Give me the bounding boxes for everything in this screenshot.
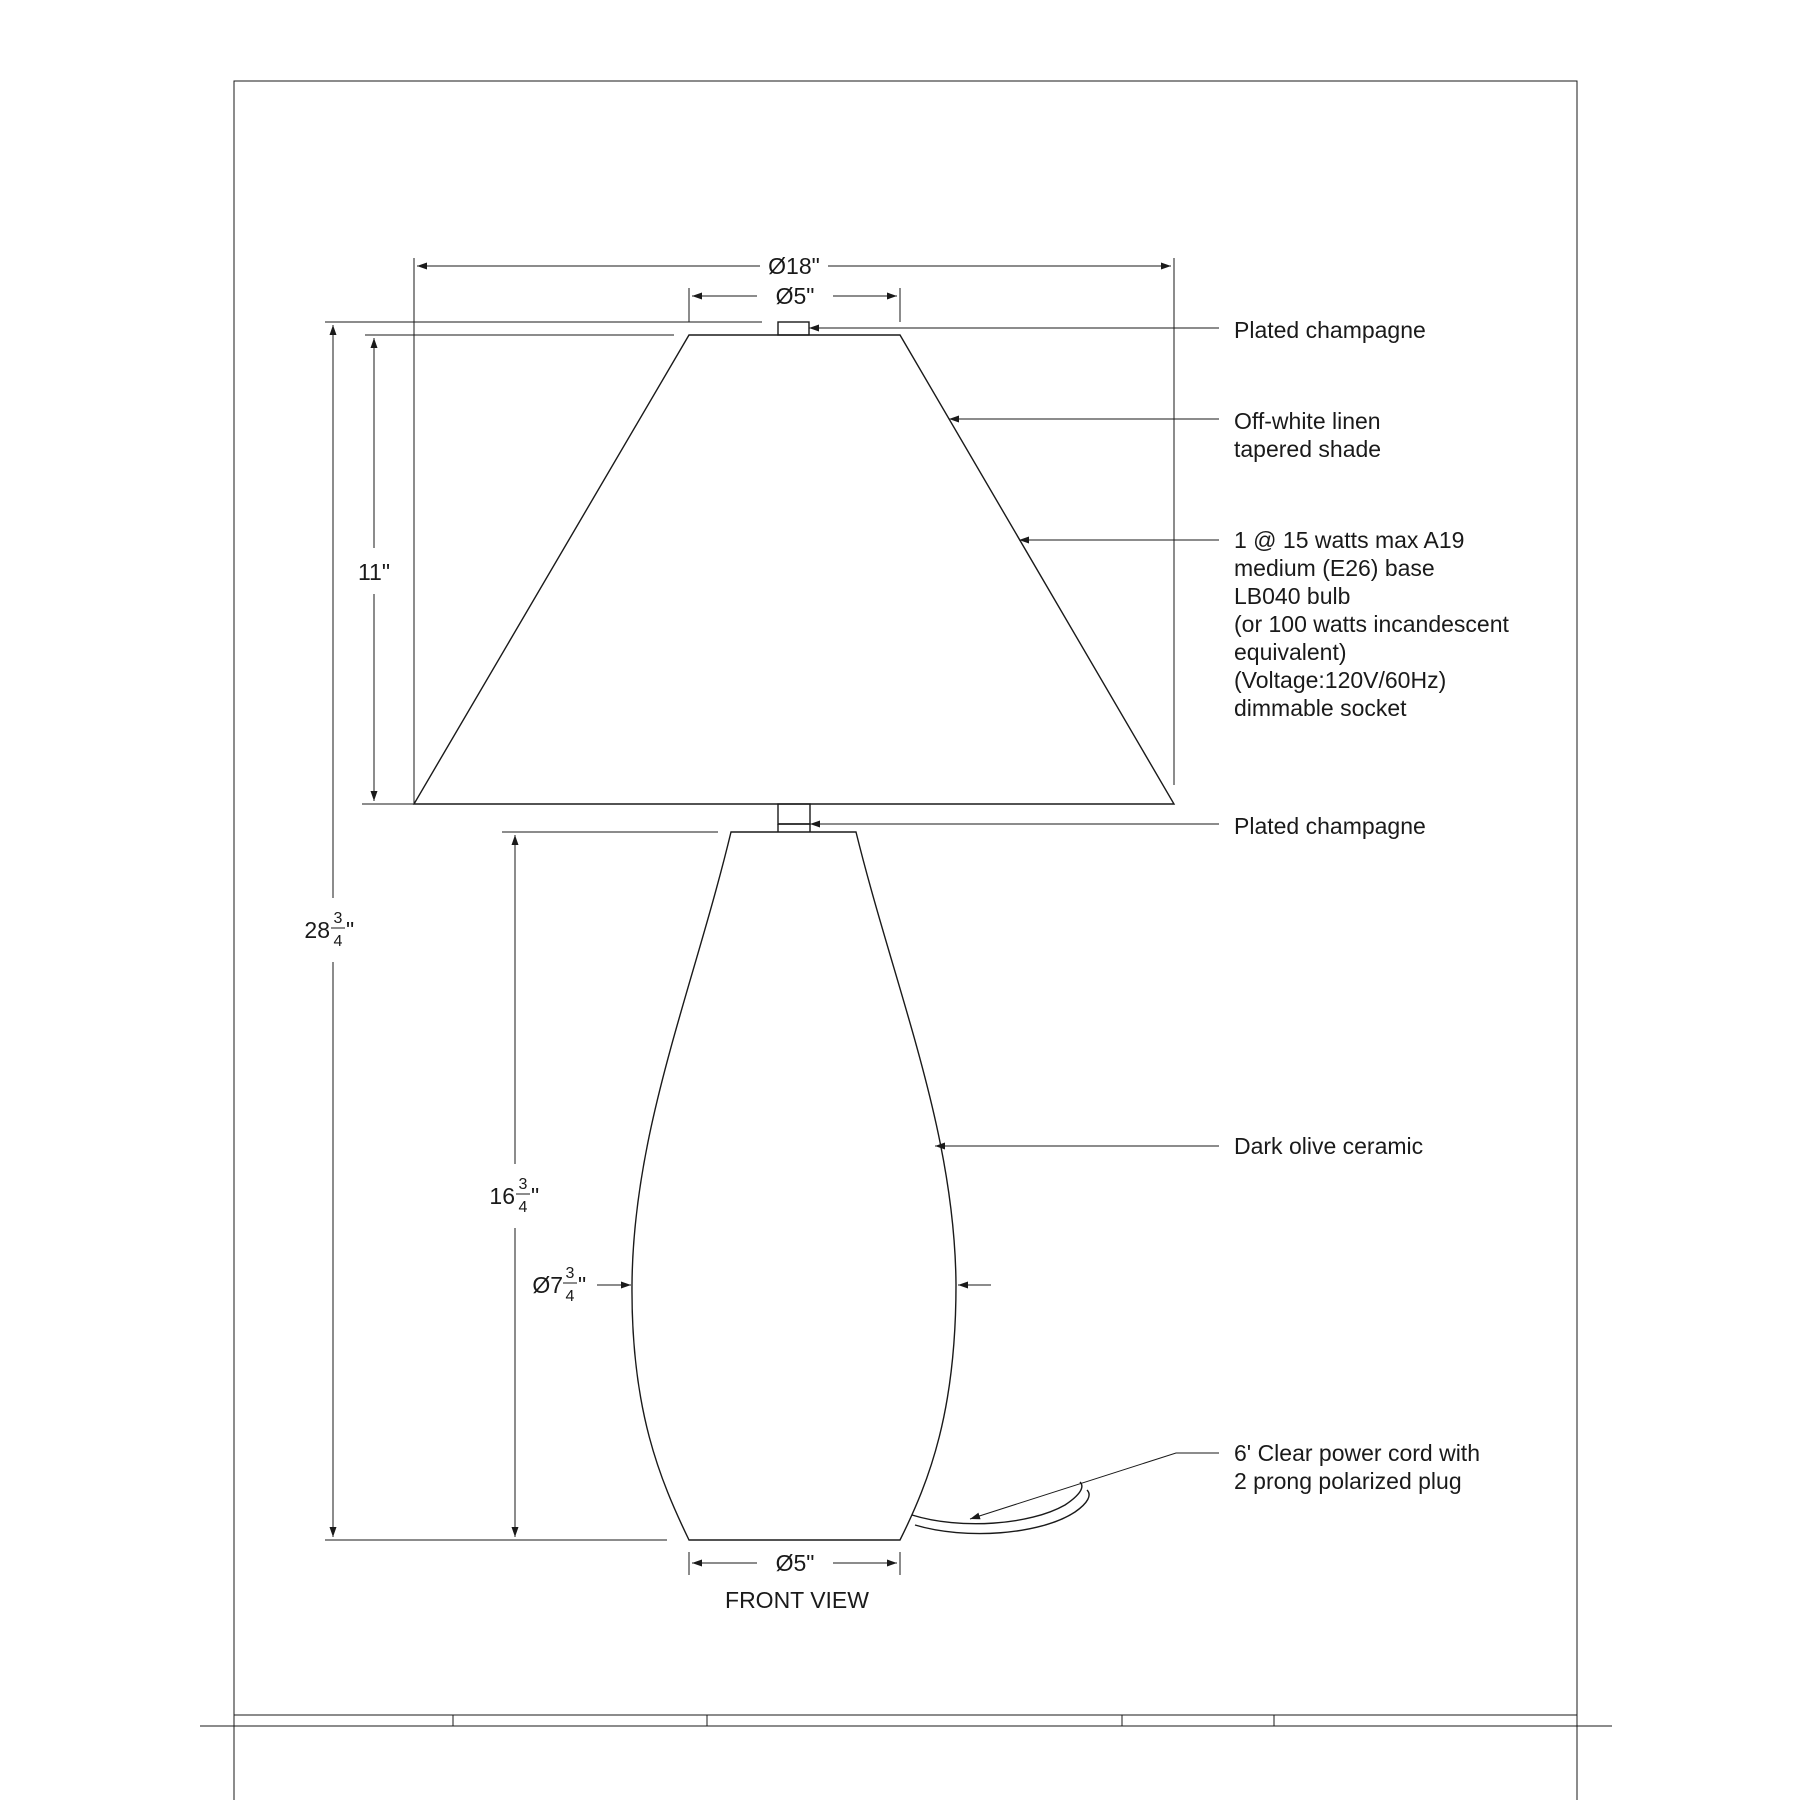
extension-lines xyxy=(325,258,1174,1575)
callout-cord-line-2: 2 prong polarized plug xyxy=(1234,1468,1462,1494)
dim-base-height-denominator: 4 xyxy=(518,1199,528,1216)
dim-base-bottom-diameter-label: Ø5" xyxy=(775,1550,815,1576)
lamp-finial xyxy=(778,322,809,335)
lamp-body xyxy=(632,832,956,1540)
callout-body xyxy=(1234,1133,1423,1159)
callout-bulb-line-4: (or 100 watts incandescent xyxy=(1234,611,1509,637)
callout-bulb-line-5: equivalent) xyxy=(1234,639,1347,665)
dim-overall-height-whole: 28 xyxy=(304,917,330,943)
dimension-overall-height xyxy=(304,325,354,1537)
callout-finial-line-1: Plated champagne xyxy=(1234,317,1426,343)
dim-shade-height-label: 11" xyxy=(357,559,391,585)
callout-body-line-1: Dark olive ceramic xyxy=(1234,1133,1424,1159)
callout-bulb xyxy=(1234,527,1509,721)
dimension-base-height xyxy=(489,835,539,1537)
dim-shade-bottom-diameter-label: Ø18" xyxy=(768,253,820,279)
dimension-shade-top-diameter xyxy=(692,283,897,309)
dimension-shade-bottom-diameter xyxy=(417,253,1171,279)
dim-body-diameter-denominator: 4 xyxy=(565,1288,575,1305)
leader-lines xyxy=(809,328,1219,1519)
lamp-shade xyxy=(414,335,1174,804)
dimension-shade-height xyxy=(358,338,390,801)
callout-bulb-line-7: dimmable socket xyxy=(1234,695,1407,721)
dim-base-height-whole: 16 xyxy=(489,1183,515,1209)
callout-cord xyxy=(1234,1440,1480,1494)
dim-base-height-numerator: 3 xyxy=(518,1176,528,1193)
title-block xyxy=(200,1715,1612,1726)
view-label: FRONT VIEW xyxy=(725,1587,869,1613)
dim-overall-height-numerator: 3 xyxy=(333,910,343,927)
dimension-base-bottom-diameter xyxy=(692,1550,897,1576)
callout-shade-line-1: Off-white linen xyxy=(1234,408,1381,434)
callout-neck-line-1: Plated champagne xyxy=(1234,813,1426,839)
callout-shade-line-2: tapered shade xyxy=(1234,436,1382,462)
callout-bulb-line-6: (Voltage:120V/60Hz) xyxy=(1234,667,1447,693)
callout-finial xyxy=(1234,317,1426,343)
dimension-body-diameter xyxy=(532,1265,991,1305)
callout-bulb-line-2: medium (E26) base xyxy=(1234,555,1435,581)
callout-neck xyxy=(1234,813,1426,839)
lamp-neck xyxy=(778,804,810,832)
dim-shade-top-diameter-label: Ø5" xyxy=(775,283,815,309)
callout-bulb-line-1: 1 @ 15 watts max A19 xyxy=(1234,527,1465,553)
dim-overall-height-denominator: 4 xyxy=(333,933,343,950)
dim-base-height-inch: " xyxy=(531,1183,540,1209)
callout-cord-line-1: 6' Clear power cord with xyxy=(1234,1440,1480,1466)
dim-body-diameter-numerator: 3 xyxy=(565,1265,575,1282)
dim-body-diameter-inch: " xyxy=(578,1272,587,1298)
callout-shade xyxy=(1234,408,1381,462)
callout-bulb-line-3: LB040 bulb xyxy=(1234,583,1351,609)
dim-body-diameter-whole: Ø7 xyxy=(532,1272,563,1298)
dim-overall-height-inch: " xyxy=(346,917,355,943)
